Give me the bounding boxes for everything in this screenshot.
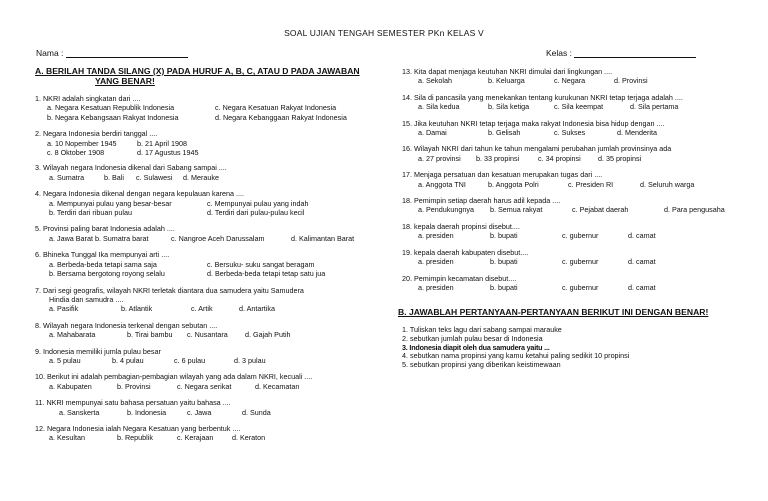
essay-item: 3. Indonesia diapit oleh dua samudera yaitu ... — [402, 342, 550, 352]
option-a[interactable]: a. 5 pulau — [49, 355, 81, 365]
option-a[interactable]: a. Pendukungnya — [418, 205, 474, 215]
option-c[interactable]: c. Presiden RI — [568, 179, 614, 189]
option-b[interactable]: b. Sila ketiga — [488, 102, 530, 112]
option-b[interactable]: b. bupati — [490, 257, 518, 267]
option-a[interactable]: a. Sila kedua — [418, 102, 460, 112]
option-b[interactable]: b. bupati — [490, 282, 518, 292]
section-a-heading: A. BERILAH TANDA SILANG (X) PADA HURUF A, B, C, ATAU D PADA JAWABAN YANG BENAR! — [35, 66, 360, 86]
question-2: 2. Negara Indonesia berdiri tanggal .... a. 10 Nopember 1945 b. 21 April 1908 c. 8 Oktober 1908 d. 17 Agustus 1945 — [35, 129, 199, 158]
option-b[interactable]: b. 4 pulau — [112, 355, 144, 365]
question-5: 5. Provinsi paling barat Indonesia adalah .... a. Jawa Barat b. Sumatra barat c. Nangroe Aceh Darussalam d. Kalimantan Barat — [35, 224, 355, 243]
option-c[interactable]: c. Mempunyai pulau yang indah — [207, 198, 309, 208]
option-b[interactable]: b. Terdiri dari ribuan pulau — [49, 208, 132, 218]
option-d[interactable]: d. Provinsi — [614, 76, 648, 86]
option-d[interactable]: d. Kecamatan — [255, 381, 300, 391]
option-c[interactable]: c. Sulawesi — [136, 172, 173, 182]
question-6: 6. Bhineka Tunggal Ika mempunyai arti .... a. Berbeda-beda tetapi sama saja c. Bersuku- suku sangat beragam b. Bersama bergotong royong selalu d. Berbeda-beda tetapi tetap satu jua — [35, 250, 326, 279]
kelas-label: Kelas : — [546, 48, 572, 58]
option-c[interactable]: c. gubernur — [562, 282, 599, 292]
option-c[interactable]: c. Jawa — [187, 407, 212, 417]
option-c[interactable]: c. 8 Oktober 1908 — [47, 148, 105, 158]
question-7: 7. Dari segi geografis, wilayah NKRI terletak diantara dua samudera yaitu Samudera Hindia dan samudra .... a. Pasifik b. Atlantik c. Artik d. Antartika — [35, 285, 304, 314]
left-column — [35, 66, 390, 443]
option-a[interactable]: a. Kabupaten — [49, 381, 92, 391]
option-d[interactable]: d. Keraton — [232, 433, 266, 443]
option-a[interactable]: a. Mahabarata — [49, 330, 96, 340]
option-a[interactable]: a. Kesultan — [49, 433, 85, 443]
option-b[interactable]: b. bupati — [490, 231, 518, 241]
kelas-blank[interactable] — [574, 48, 696, 58]
option-d[interactable]: d. Gajah Putih — [245, 330, 291, 340]
essay-list — [402, 326, 762, 369]
option-d[interactable]: d. Kalimantan Barat — [291, 233, 355, 243]
question-11: 11. NKRI mempunyai satu bahasa persatuan yaitu bahasa .... a. Sanskerta b. Indonesia c. Jawa d. Sunda — [35, 398, 271, 417]
option-b[interactable]: b. Provinsi — [117, 381, 151, 391]
option-c[interactable]: c. gubernur — [562, 257, 599, 267]
question-19: 18. kepala daerah propinsi disebut.... a. presiden b. bupati c. gubernur d. camat — [402, 221, 656, 241]
option-d[interactable]: d. camat — [628, 257, 656, 267]
question-15: 15. Jika keutuhan NKRI tetap terjaga maka rakyat Indonesia bisa hidup dengan .... a. Damai b. Gelisah c. Sukses d. Menderita — [402, 118, 665, 138]
question-10: 10. Berikut ini adalah pembagian-pembagian wilayah yang ada dalam NKRI, kecuali .... a. Kabupaten b. Provinsi c. Negara serikat d. Kecamatan — [35, 372, 313, 391]
option-d[interactable]: d. Sunda — [242, 407, 271, 417]
option-c[interactable]: c. Nusantara — [187, 330, 228, 340]
option-c[interactable]: c. Pejabat daerah — [572, 205, 629, 215]
option-d[interactable]: d. 35 propinsi — [598, 153, 642, 163]
option-b[interactable]: b. Bersama bergotong royong selalu — [49, 269, 165, 279]
option-d[interactable]: d. 3 pulau — [234, 355, 266, 365]
option-b[interactable]: b. 21 April 1908 — [137, 138, 187, 148]
question-21: 20. Pemimpin kecamatan disebut.... a. presiden b. bupati c. gubernur d. camat — [402, 273, 656, 292]
option-d[interactable]: d. camat — [628, 231, 656, 241]
option-d[interactable]: d. Sila pertama — [630, 102, 679, 112]
question-8: 8. Wilayah negara Indonesia terkenal dengan sebutan .... a. Mahabarata b. Tirai bambu c. Nusantara d. Gajah Putih — [35, 320, 291, 340]
option-d[interactable]: d. Terdiri dari pulau-pulau kecil — [207, 208, 305, 218]
option-d[interactable]: d. Seluruh warga — [640, 179, 695, 189]
option-d[interactable]: d. Para pengusaha — [664, 205, 725, 215]
option-d[interactable]: d. Menderita — [617, 128, 657, 138]
question-12: 12. Negara Indonesia ialah Negara Kesatuan yang berbentuk .... a. Kesultan b. Republik c. Kerajaan d. Keraton — [35, 423, 266, 443]
right-column — [398, 67, 762, 369]
option-a[interactable]: a. Damai — [418, 128, 447, 138]
option-d[interactable]: d. Negara Kebanggaan Rakyat Indonesia — [215, 112, 347, 122]
question-4: 4. Negara Indonesia dikenal dengan negara kepulauan karena .... a. Mempunyai pulau yang besar-besar c. Mempunyai pulau yang indah b. Terdiri dari ribuan pulau d. Terdiri dari pulau-pulau kecil — [35, 189, 309, 218]
question-16: 16. Wilayah NKRI dari tahun ke tahun mengalami perubahan jumlah provinsinya ada a. 27 provinsi b. 33 propinsi c. 34 propinsi d. 35 propinsi — [402, 144, 672, 163]
option-a[interactable]: a. Berbeda-beda tetapi sama saja — [49, 259, 157, 269]
essay-item: 5. sebutkan propinsi yang diberikan keistimewaan — [402, 359, 561, 369]
option-a[interactable]: a. Mempunyai pulau yang besar-besar — [49, 198, 172, 208]
option-a[interactable]: a. 27 provinsi — [418, 153, 461, 163]
option-a[interactable]: a. Anggota TNI — [418, 179, 466, 189]
essay-item: 4. sebutkan nama propinsi yang kamu ketahui paling sedikit 10 propinsi — [402, 351, 630, 361]
option-b[interactable]: b. Sumatra barat — [95, 233, 149, 243]
question-9: 9. Indonesia memiliki jumla pulau besar a. 5 pulau b. 4 pulau c. 6 pulau d. 3 pulau — [35, 346, 266, 365]
essay-item: 1. Tuliskan teks lagu dari sabang sampai marauke — [402, 325, 562, 335]
question-20: 19. kepala daerah kabupaten disebut.... a. presiden b. bupati c. gubernur d. camat — [402, 247, 656, 267]
option-b[interactable]: b. 33 propinsi — [476, 153, 520, 163]
option-a[interactable]: a. Sekolah — [418, 76, 452, 86]
nama-blank[interactable] — [66, 48, 188, 58]
option-c[interactable]: c. Artik — [191, 304, 213, 314]
option-d[interactable]: d. Berbeda-beda tetapi tetap satu jua — [207, 269, 326, 279]
question-18: 18. Pemimpin setiap daerah harus adil kepada .... a. Pendukungnya b. Semua rakyat c. Pejabat daerah d. Para pengusaha — [402, 196, 725, 215]
option-c[interactable]: c. Nangroe Aceh Darussalam — [171, 233, 265, 243]
option-c[interactable]: c. gubernur — [562, 231, 599, 241]
page-title: SOAL UJIAN TENGAH SEMESTER PKn KELAS V — [284, 28, 484, 38]
option-b[interactable]: b. Republik — [117, 433, 153, 443]
option-c[interactable]: c. 34 propinsi — [538, 153, 581, 163]
option-c[interactable]: c. 6 pulau — [174, 355, 206, 365]
question-17: 17. Menjaga persatuan dan kesatuan merupakan tugas dari .... a. Anggota TNI b. Anggota Polri c. Presiden RI d. Seluruh warga — [402, 170, 695, 189]
option-d[interactable]: d. Antartika — [239, 304, 275, 314]
option-c[interactable]: c. Negara serikat — [177, 381, 232, 391]
option-d[interactable]: d. camat — [628, 282, 656, 292]
option-c[interactable]: c. Negara Kesatuan Rakyat Indonesia — [215, 103, 337, 113]
option-a[interactable]: a. presiden — [418, 257, 454, 267]
option-b[interactable]: b. Keluarga — [488, 76, 525, 86]
nama-field — [36, 48, 188, 58]
option-b[interactable]: b. Gelisah — [488, 128, 521, 138]
option-a[interactable]: a. presiden — [418, 282, 454, 292]
option-b[interactable]: b. Anggota Polri — [488, 179, 539, 189]
option-a[interactable]: a. Sumatra — [49, 172, 85, 182]
option-d[interactable]: d. Merauke — [183, 172, 219, 182]
option-b[interactable]: b. Tirai bambu — [127, 330, 173, 340]
kelas-field — [546, 48, 696, 58]
option-a[interactable]: a. Negara Kesatuan Republik Indonesia — [47, 103, 175, 113]
option-a[interactable]: a. Pasifik — [49, 304, 79, 314]
option-c[interactable]: c. Negara — [554, 76, 586, 86]
question-1: 1. NKRI adalah singkatan dari .... a. Negara Kesatuan Republik Indonesia c. Negara Kesatuan Rakyat Indonesia b. Negara Kebangsaan Rakyat Indonesia d. Negara Kebanggaan Rakyat Indonesia — [35, 94, 347, 122]
option-a[interactable]: a. Jawa Barat — [49, 233, 93, 243]
option-c[interactable]: c. Sukses — [554, 128, 586, 138]
question-13: 13. Kita dapat menjaga keutuhan NKRI dimulai dari lingkungan .... a. Sekolah b. Keluarga c. Negara d. Provinsi — [402, 67, 648, 86]
option-b[interactable]: b. Negara Kebangsaan Rakyat Indonesia — [47, 112, 179, 122]
section-b-heading: B. JAWABLAH PERTANYAAN-PERTANYAAN BERIKUT INI DENGAN BENAR! — [398, 307, 709, 318]
option-c[interactable]: c. Kerajaan — [177, 433, 214, 443]
option-a[interactable]: a. 10 Nopember 1945 — [47, 138, 117, 148]
option-c[interactable]: c. Sila keempat — [554, 102, 604, 112]
option-c[interactable]: c. Bersuku- suku sangat beragam — [207, 259, 315, 269]
nama-label: Nama : — [36, 48, 64, 58]
option-a[interactable]: a. presiden — [418, 231, 454, 241]
essay-item: 2. sebutkan jumlah pulau besar di Indonesia — [402, 333, 543, 343]
option-b[interactable]: b. Atlantik — [121, 304, 153, 314]
option-d[interactable]: d. 17 Agustus 1945 — [137, 148, 199, 158]
option-b[interactable]: b. Indonesia — [127, 407, 167, 417]
question-3: 3. Wilayah negara Indonesia dikenal dari Sabang sampai .... a. Sumatra b. Bali c. Sulawesi d. Merauke — [35, 163, 227, 182]
option-a[interactable]: a. Sanskerta — [59, 407, 100, 417]
option-b[interactable]: b. Semua rakyat — [490, 205, 543, 215]
question-14: 14. Sila di pancasila yang menekankan tentang kurukunan NKRI tetap terjaga adalah .... a. Sila kedua b. Sila ketiga c. Sila keempat d. Sila pertama — [402, 92, 683, 112]
option-b[interactable]: b. Bali — [104, 172, 124, 182]
